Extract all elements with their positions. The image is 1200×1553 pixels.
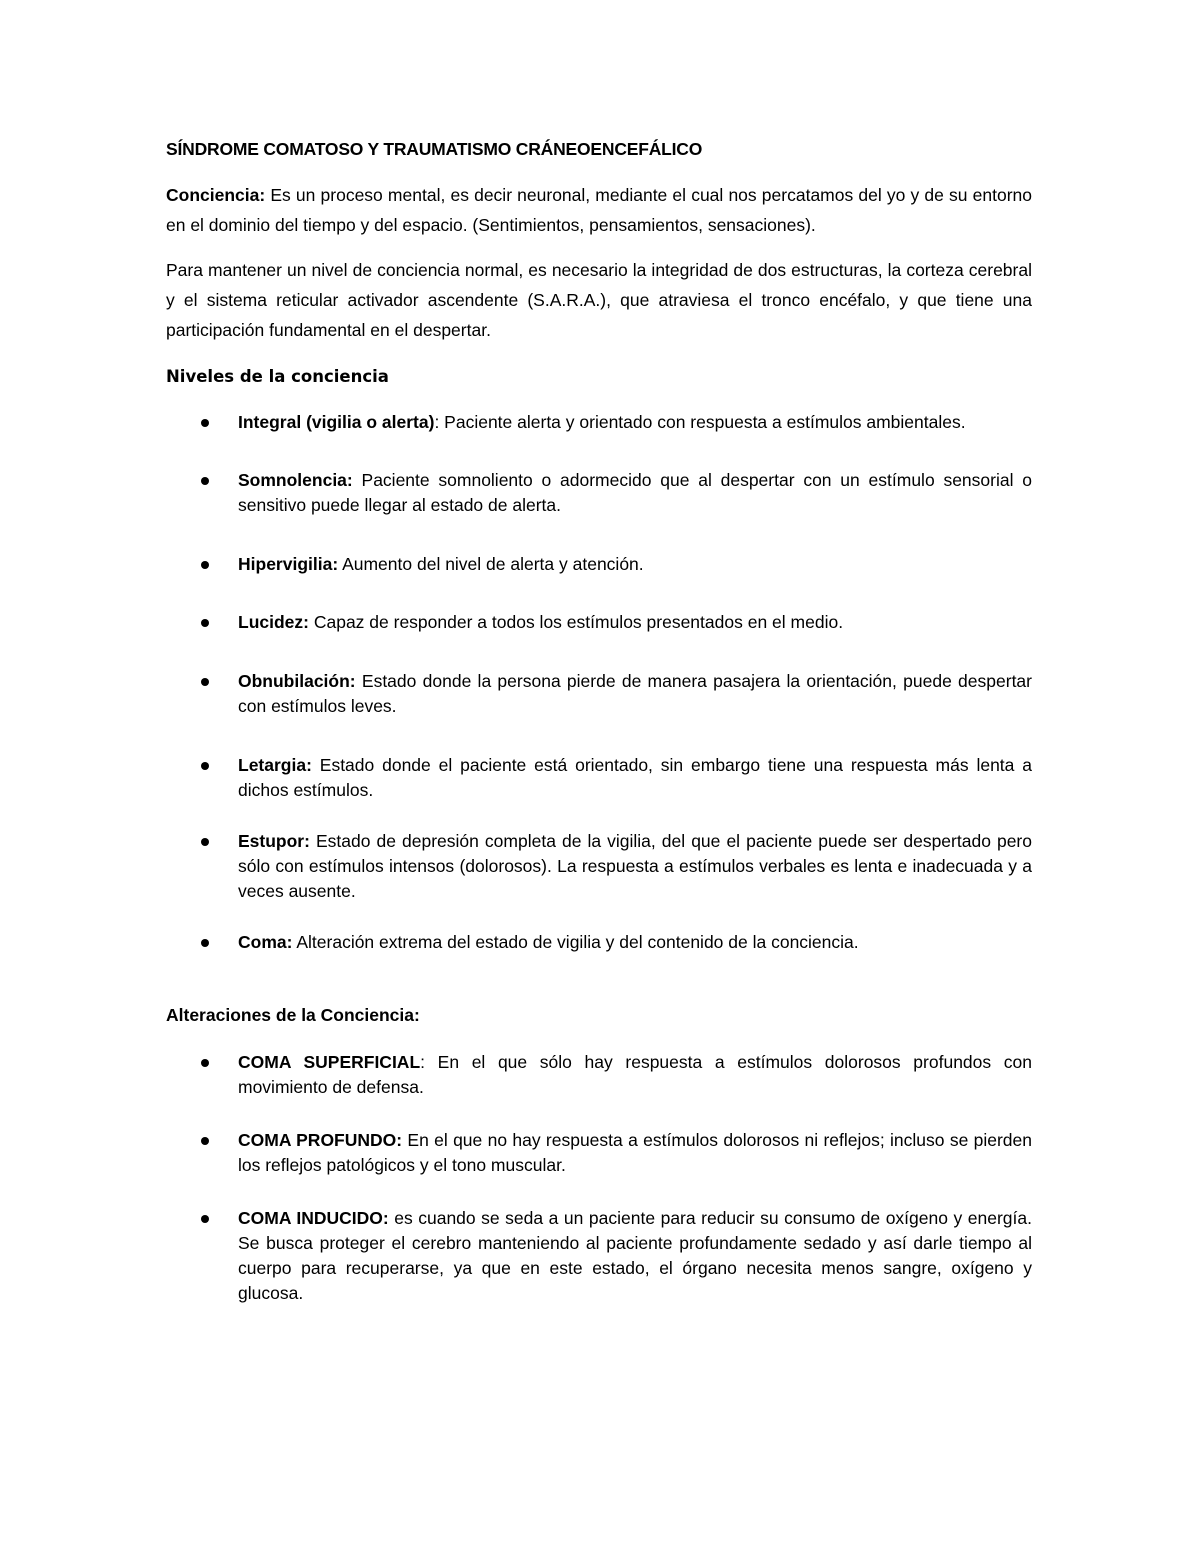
list-item [166,468,1032,518]
alteraciones-heading: Alteraciones de la Conciencia: [166,1005,420,1025]
list-item [166,1206,1032,1306]
list-item-text: : En el que sólo hay respuesta a estímulos dolorosos profundos con movimiento de defensa. [238,1052,1032,1097]
list-item-text: Estado donde el paciente está orientado, sin embargo tiene una respuesta más lenta a dichos estímulos. [238,755,1032,800]
list-item-text: : Paciente alerta y orientado con respuesta a estímulos ambientales. [434,412,966,432]
bullet-icon [201,477,209,485]
list-item-term: Lucidez: [238,612,309,632]
bullet-icon [201,619,209,627]
list-item-term: Obnubilación: [238,671,356,691]
intro-term: Conciencia: [166,185,266,205]
intro-paragraph [166,180,1032,240]
list-item-text: Alteración extrema del estado de vigilia y del contenido de la conciencia. [292,932,859,952]
bullet-icon [201,762,209,770]
niveles-list [166,410,1032,955]
document-page [166,139,1032,1306]
list-item-term: Estupor: [238,831,310,851]
alteraciones-list [166,1050,1032,1306]
bullet-icon [201,838,209,846]
list-item-text: Estado de depresión completa de la vigilia, del que el paciente puede ser despertado pero sólo con estímulos intensos (dolorosos). La respuesta a estímulos verbales es lenta e inadecuada y a veces ausente. [238,831,1032,901]
intro-text: Es un proceso mental, es decir neuronal, mediante el cual nos percatamos del yo y de su entorno en el dominio del tiempo y del espacio. (Sentimientos, pensamientos, sensaciones). [166,185,1032,235]
list-item-text: es cuando se seda a un paciente para reducir su consumo de oxígeno y energía. Se busca proteger el cerebro manteniendo al paciente profundamente sedado y así darle tiempo al cuerpo para recuperarse, ya que en este estado, el órgano necesita menos sangre, oxígeno y glucosa. [238,1208,1032,1303]
list-item [166,410,1032,435]
bullet-icon [201,1215,209,1223]
list-item-text: Capaz de responder a todos los estímulos presentados en el medio. [308,612,844,632]
list-item [166,1050,1032,1100]
list-item-term: Letargia: [238,755,312,775]
list-item-term: Integral (vigilia o alerta) [238,412,435,432]
bullet-icon [201,561,209,569]
list-item-term: COMA PROFUNDO: [238,1130,403,1150]
list-item-text: Paciente somnoliento o adormecido que al despertar con un estímulo sensorial o sensitivo puede llegar al estado de alerta. [238,470,1032,515]
bullet-icon [201,1059,209,1067]
list-item [166,829,1032,904]
list-item-term: COMA SUPERFICIAL [238,1052,421,1072]
bullet-icon [201,1137,209,1145]
document-title: SÍNDROME COMATOSO Y TRAUMATISMO CRÁNEOENCEFÁLICO [166,139,703,159]
sara-paragraph: Para mantener un nivel de conciencia normal, es necesario la integridad de dos estructuras, la corteza cerebral y el sistema reticular activador ascendente (S.A.R.A.), que atraviesa el tronco encéfalo, y que tiene una participación fundamental en el despertar. [166,260,1032,340]
list-item-text: Aumento del nivel de alerta y atención. [338,554,644,574]
niveles-heading: Niveles de la conciencia [166,367,389,386]
list-item-term: Coma: [238,932,293,952]
list-item-text: Estado donde la persona pierde de manera pasajera la orientación, puede despertar con estímulos leves. [238,671,1032,716]
list-item [166,753,1032,803]
list-item-term: COMA INDUCIDO: [238,1208,389,1228]
bullet-icon [201,939,209,947]
list-item [166,552,1032,577]
bullet-icon [201,678,209,686]
bullet-icon [201,419,209,427]
list-item [166,930,1032,955]
list-item-text: En el que no hay respuesta a estímulos dolorosos ni reflejos; incluso se pierden los reflejos patológicos y el tono muscular. [238,1130,1032,1175]
list-item-term: Somnolencia: [238,470,353,490]
list-item [166,669,1032,719]
list-item [166,1128,1032,1178]
list-item-term: Hipervigilia: [238,554,339,574]
list-item [166,610,1032,635]
